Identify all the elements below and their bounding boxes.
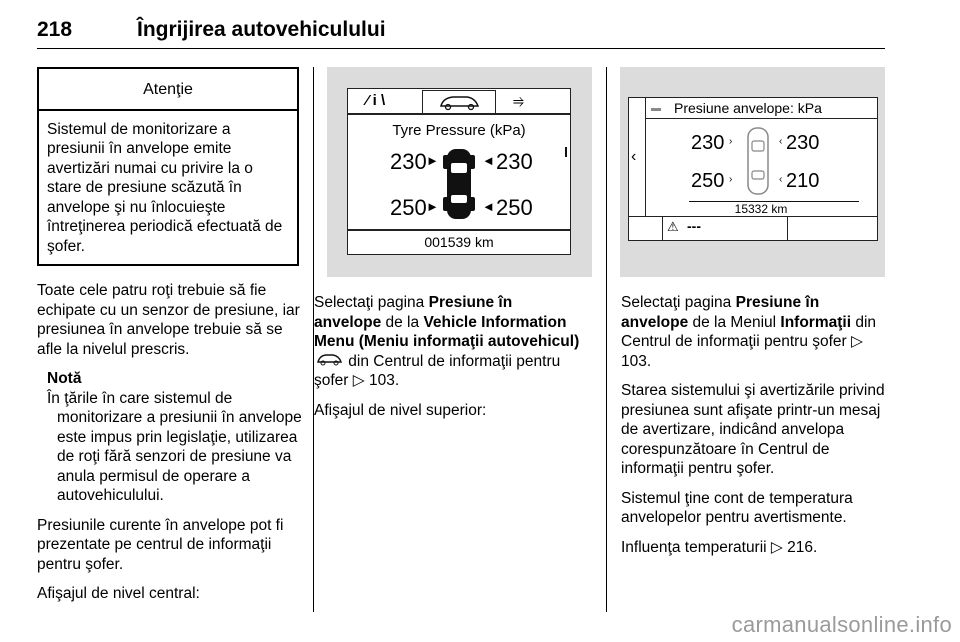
paragraph: Toate cele patru roţi trebuie să fie echipate cu un senzor de presiune, iar presiunea în anvelope trebuie să se afle la nivelul prescris.	[37, 282, 300, 358]
paragraph: Selectaţi pagina Presiune în anvelope de la Vehicle Information Menu (Meniu informaţii autovehicul) din Centrul de informaţii pentru şofer ▷ 103.	[314, 294, 580, 390]
page-reference: 103.	[369, 372, 400, 390]
paragraph: Influenţa temperaturii ▷ 216.	[621, 538, 818, 556]
note-line-1: În ţările în care sistemul de	[47, 389, 233, 407]
page-title: Îngrijirea autovehiculului	[137, 18, 386, 41]
reference-arrow-icon: ▷	[851, 333, 863, 350]
warning-box	[37, 67, 299, 266]
page-number: 218	[37, 18, 73, 41]
rear-right-pressure: 250	[496, 195, 533, 220]
left-column	[37, 67, 302, 614]
paragraph: Selectaţi pagina Presiune în anvelope de la Meniul Informaţii din Centrul de informaţii pentru şofer ▷ 103.	[621, 294, 877, 370]
display-title: Tyre Pressure (kPa)	[392, 122, 526, 139]
reference-arrow-icon: ▷	[770, 538, 783, 556]
car-outline-icon	[742, 125, 774, 197]
display-title: Presiune anvelope: kPa	[674, 100, 822, 116]
figure-upper-display	[620, 67, 885, 277]
display-screen	[347, 88, 571, 255]
info-icon: ⁄ i \	[366, 92, 386, 109]
note-block	[47, 369, 302, 506]
rear-right-pressure: 210	[786, 170, 820, 192]
status-value: ---	[687, 218, 701, 234]
figure-central-display	[327, 67, 592, 277]
bold-term: Presiune în anvelope	[621, 294, 820, 331]
arrow-right-icon: ►	[426, 153, 439, 168]
front-right-pressure: 230	[496, 149, 533, 174]
arrow-left-icon: ‹	[779, 174, 783, 185]
front-left-pressure: 230	[390, 149, 427, 174]
scroll-indicator	[565, 147, 567, 157]
front-left-pressure: 230	[691, 132, 725, 154]
note-rest: monitorizare a presiunii în anvelope este impus prin legislaţie, utilizarea de roţi fără senzori de presiune va anula permisul de operare a autovehiculului.	[57, 409, 302, 504]
paragraph: Presiunile curente în anvelope pot fi prezentate pe centrul de informaţii pentru şofer.	[37, 516, 284, 573]
paragraph: Afişajul de nivel central:	[37, 585, 200, 602]
display-screen	[628, 97, 878, 241]
bold-term: Vehicle Information Menu (Meniu informaţii autovehicul)	[314, 313, 580, 350]
arrow-left-icon: ‹	[779, 136, 783, 147]
display-tab-bar	[348, 89, 570, 115]
odometer: 15332 km	[734, 202, 788, 216]
arrow-left-icon: ◄	[482, 199, 495, 214]
note-title: Notă	[47, 370, 82, 387]
page-reference: 103.	[621, 352, 652, 370]
warning-body: Sistemul de monitorizare a presiunii în anvelope emite avertizări numai cu privire la o stare de presiune scăzută în anvelope şi nu înlocuieşte întreţinerea periodică efectuată de şofer.	[47, 120, 283, 255]
page-header	[37, 18, 885, 48]
note-body	[47, 389, 302, 506]
rear-left-pressure: 250	[390, 195, 427, 220]
rear-left-pressure: 250	[691, 170, 725, 192]
car-tab-icon	[422, 90, 496, 113]
tpms-warning-icon: ⚠	[667, 219, 679, 234]
header-rule	[37, 48, 885, 49]
warning-title: Atenţie	[39, 69, 297, 111]
paragraph: Starea sistemului şi avertizările privind presiunea sunt afişate printr-un mesaj de avertizare, indicând anvelopa corespunzătoare în Centrul de informaţii pentru şofer.	[621, 382, 885, 477]
page-reference: 216.	[787, 538, 818, 556]
paragraph: Sistemul ţine cont de temperatura anvelopelor pentru avertismente.	[621, 489, 853, 526]
arrow-left-icon: ◄	[482, 153, 495, 168]
middle-column	[314, 293, 582, 430]
odometer: 001539 km	[424, 234, 494, 250]
right-column	[621, 293, 887, 567]
arrow-right-icon: ›	[729, 174, 733, 185]
bold-term: Informaţii	[780, 313, 852, 331]
car-small-icon: ▬	[651, 103, 661, 114]
arrow-right-icon: ►	[426, 199, 439, 214]
route-icon: ⥤	[513, 92, 525, 108]
chevron-left-icon: ‹	[631, 148, 637, 165]
watermark: carmanualsonline.info	[731, 612, 952, 637]
car-inline-icon	[314, 352, 344, 372]
column-divider-2	[606, 67, 607, 612]
bold-term: Presiune în anvelope	[314, 294, 513, 331]
reference-arrow-icon: ▷	[352, 372, 365, 390]
arrow-right-icon: ›	[729, 136, 733, 147]
front-right-pressure: 230	[786, 132, 820, 154]
paragraph: Afişajul de nivel superior:	[314, 401, 487, 419]
car-top-view-icon	[442, 145, 476, 223]
